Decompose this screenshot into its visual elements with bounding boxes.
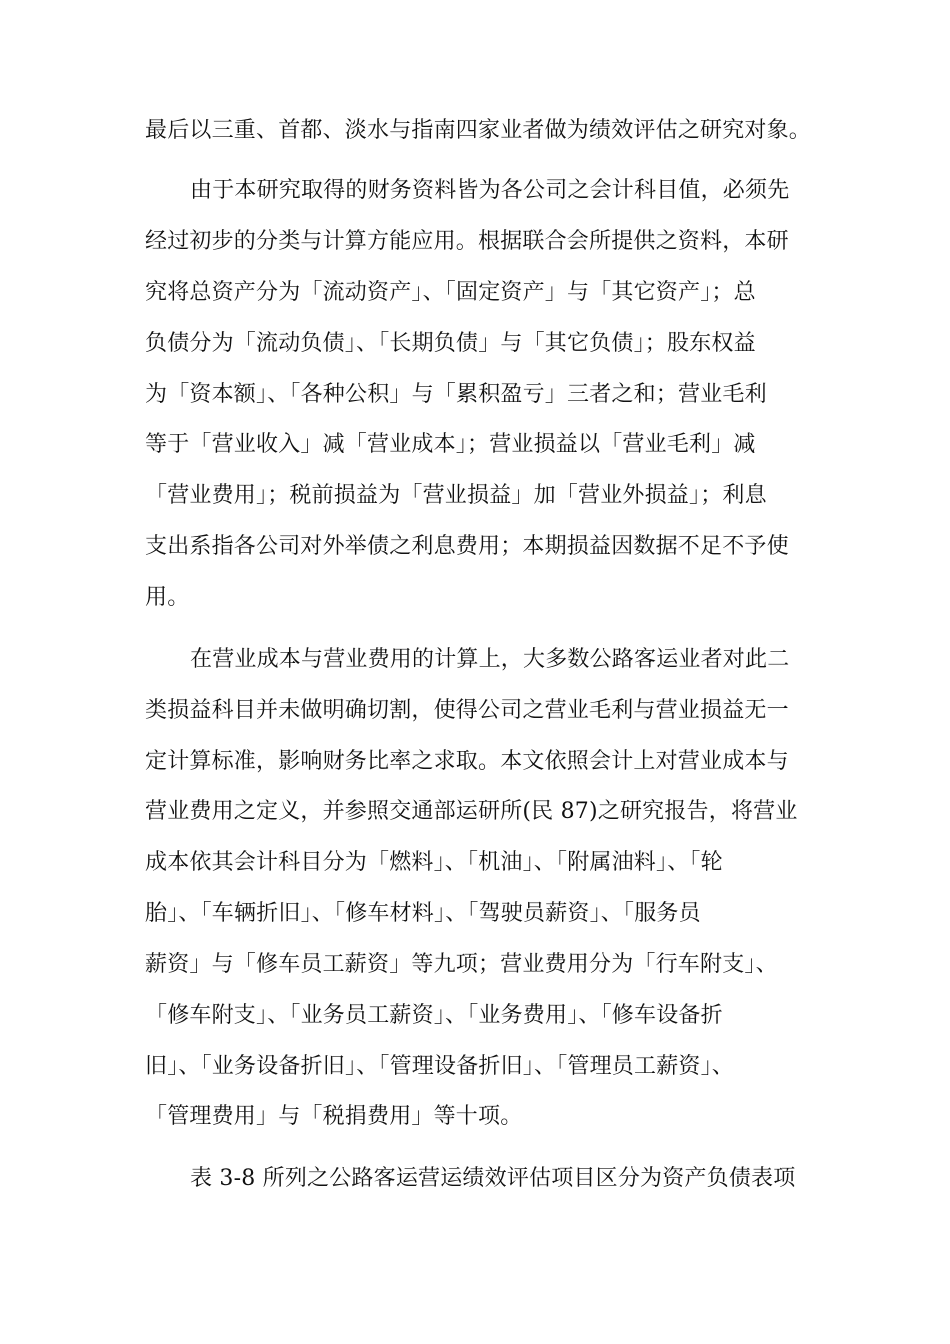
- paragraph-3-line-9: 旧」、「业务设备折旧」、「管理设备折旧」、「管理员工薪资」、: [145, 1054, 735, 1079]
- paragraph-3-line-3: 定计算标准，影响财务比率之求取。本文依照会计上对营业成本与: [145, 749, 789, 774]
- paragraph-3-line-4: 营业费用之定义，并参照交通部运研所(民 87)之研究报告，将营业: [145, 799, 798, 824]
- paragraph-2-line-9: 用。: [145, 585, 190, 610]
- paragraph-2-line-2: 经过初步的分类与计算方能应用。根据联合会所提供之资料，本研: [145, 229, 789, 254]
- paragraph-2-line-8: 支出系指各公司对外举债之利息费用；本期损益因数据不足不予使: [145, 534, 789, 559]
- paragraph-3-line-8: 「修车附支」、「业务员工薪资」、「业务费用」、「修车设备折: [145, 1003, 723, 1028]
- paragraph-3-line-10: 「管理费用」与「税捐费用」等十项。: [145, 1104, 523, 1129]
- paragraph-2-line-5: 为「资本额」、「各种公积」与「累积盈亏」三者之和；营业毛利: [145, 382, 767, 407]
- paragraph-3-line-2: 类损益科目并未做明确切割，使得公司之营业毛利与营业损益无一: [145, 698, 789, 723]
- paragraph-1-line-1: 最后以三重、首都、淡水与指南四家业者做为绩效评估之研究对象。: [145, 118, 812, 143]
- paragraph-2-line-4: 负债分为「流动负债」、「长期负债」与「其它负债」；股东权益: [145, 331, 756, 356]
- paragraph-2-line-7: 「营业费用」；税前损益为「营业损益」加「营业外损益」；利息: [145, 483, 767, 508]
- paragraph-2-line-1: 由于本研究取得的财务资料皆为各公司之会计科目值，必须先: [190, 178, 790, 203]
- paragraph-3-line-1: 在营业成本与营业费用的计算上，大多数公路客运业者对此二: [190, 647, 790, 672]
- paragraph-3-line-6: 胎」、「车辆折旧」、「修车材料」、「驾驶员薪资」、「服务员: [145, 901, 701, 926]
- paragraph-2-line-6: 等于「营业收入」减「营业成本」；营业损益以「营业毛利」减: [145, 432, 756, 457]
- paragraph-3-line-7: 薪资」与「修车员工薪资」等九项；营业费用分为「行车附支」、: [145, 952, 778, 977]
- paragraph-3-line-5: 成本依其会计科目分为「燃料」、「机油」、「附属油料」、「轮: [145, 850, 723, 875]
- paragraph-4-line-1: 表 3-8 所列之公路客运营运绩效评估项目区分为资产负债表项: [190, 1166, 796, 1191]
- paragraph-2-line-3: 究将总资产分为「流动资产」、「固定资产」与「其它资产」；总: [145, 280, 756, 305]
